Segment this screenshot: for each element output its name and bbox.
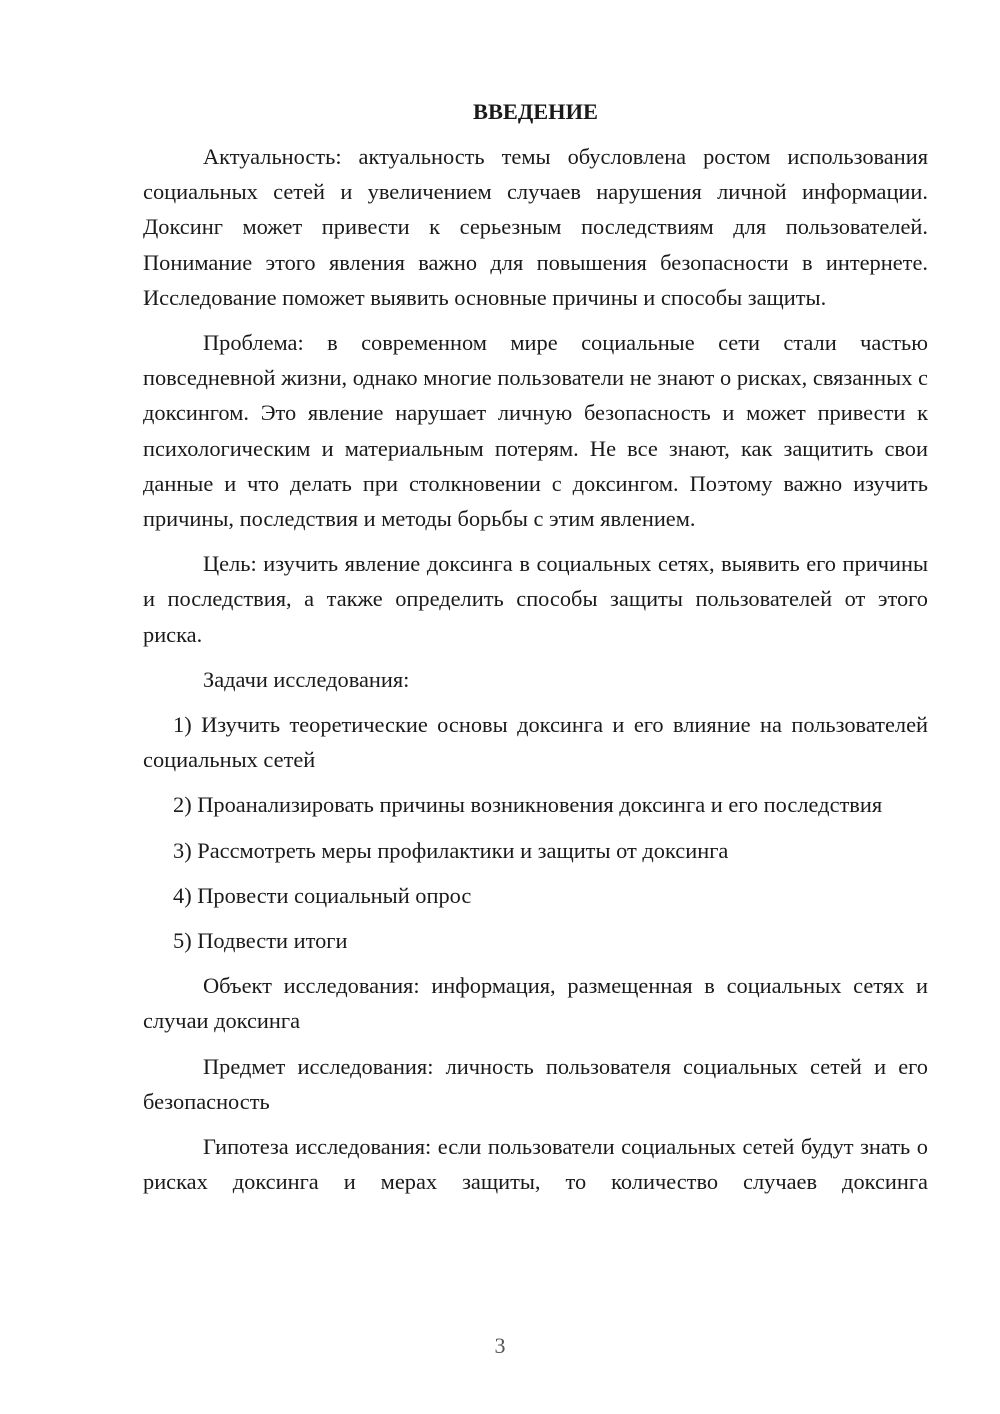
object-paragraph: Объект исследования: информация, размещенная в социальных сетях и случаи доксинга	[143, 973, 928, 1034]
tasks-heading: Задачи исследования:	[203, 666, 410, 692]
hypothesis-paragraph: Гипотеза исследования: если пользователи социальных сетей будут знать о рисках доксинга и мерах защиты, то количество случаев доксинга	[143, 1134, 928, 1195]
subject-paragraph: Предмет исследования: личность пользователя социальных сетей и его безопасность	[143, 1053, 928, 1114]
task-item-3: 3) Рассмотреть меры профилактики и защиты от доксинга	[173, 837, 729, 863]
section-title: ВВЕДЕНИЕ	[473, 99, 598, 124]
relevance-paragraph: Актуальность: актуальность темы обусловлена ростом использования социальных сетей и увеличением случаев нарушения личной информации. Доксинг может привести к серьезным последствиям для пользователей. Понимание этого явления важно для повышения безопасности в интернете. Исследование поможет выявить основные причины и способы защиты.	[143, 144, 928, 310]
task-item-2: 2) Проанализировать причины возникновения доксинга и его последствия	[173, 792, 883, 818]
task-item-5: 5) Подвести итоги	[173, 928, 348, 954]
goal-paragraph: Цель: изучить явление доксинга в социальных сетях, выявить его причины и последствия, а также определить способы защиты пользователей от этого риска.	[143, 551, 928, 647]
problem-paragraph: Проблема: в современном мире социальные сети стали частью повседневной жизни, однако многие пользователи не знают о рисках, связанных с доксингом. Это явление нарушает личную безопасность и может привести к психологическим и материальным потерям. Не все знают, как защитить свои данные и что делать при столкновении с доксингом. Поэтому важно изучить причины, последствия и методы борьбы с этим явлением.	[143, 330, 928, 532]
page-number: 3	[494, 1333, 506, 1358]
document-body	[143, 94, 928, 1199]
task-item-4: 4) Провести социальный опрос	[173, 882, 472, 908]
task-item-1: 1) Изучить теоретические основы доксинга и его влияние на пользователей социальных сетей	[143, 712, 928, 773]
